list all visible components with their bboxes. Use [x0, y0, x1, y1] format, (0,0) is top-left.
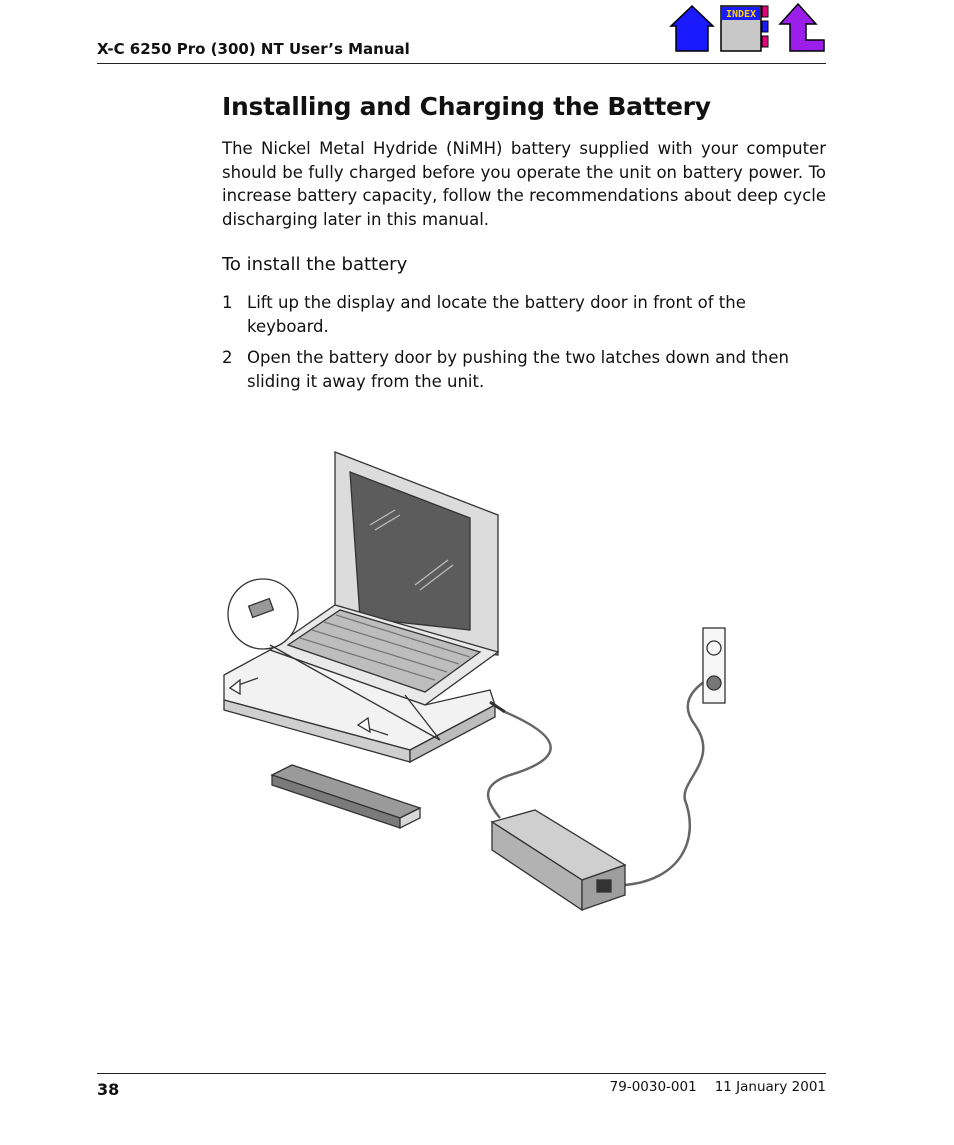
step-text: Open the battery door by pushing the two latches down and then sliding it away from the unit.	[247, 348, 789, 391]
home-button[interactable]	[668, 2, 718, 54]
step-text: Lift up the display and locate the battery door in front of the keyboard.	[247, 293, 746, 336]
step-number: 2	[222, 348, 233, 367]
header-rule	[97, 63, 826, 64]
manual-title: X-C 6250 Pro (300) NT User’s Manual	[97, 40, 410, 58]
procedure-heading: To install the battery	[222, 254, 408, 275]
section-title: Installing and Charging the Battery	[222, 92, 711, 121]
index-icon-label: INDEX	[725, 9, 757, 20]
footer-info	[610, 1079, 826, 1095]
index-button[interactable]	[719, 2, 769, 54]
step-number: 1	[222, 293, 233, 312]
page-number: 38	[97, 1080, 120, 1099]
home-icon	[668, 2, 716, 54]
footer-rule	[97, 1073, 826, 1074]
intro-paragraph: The Nickel Metal Hydride (NiMH) battery supplied with your computer should be fully charged before you operate the unit on battery power. To increase battery capacity, follow the recommendations about deep cycle discharging later in this manual.	[222, 139, 826, 229]
battery-installation-illustration	[210, 440, 750, 920]
back-arrow-icon	[776, 2, 828, 54]
document-number: 79-0030-001	[609, 1079, 697, 1095]
step-item	[222, 291, 826, 339]
publication-date: 11 January 2001	[714, 1079, 826, 1095]
index-icon	[719, 2, 771, 54]
step-item	[222, 346, 826, 394]
back-button[interactable]	[776, 2, 826, 54]
